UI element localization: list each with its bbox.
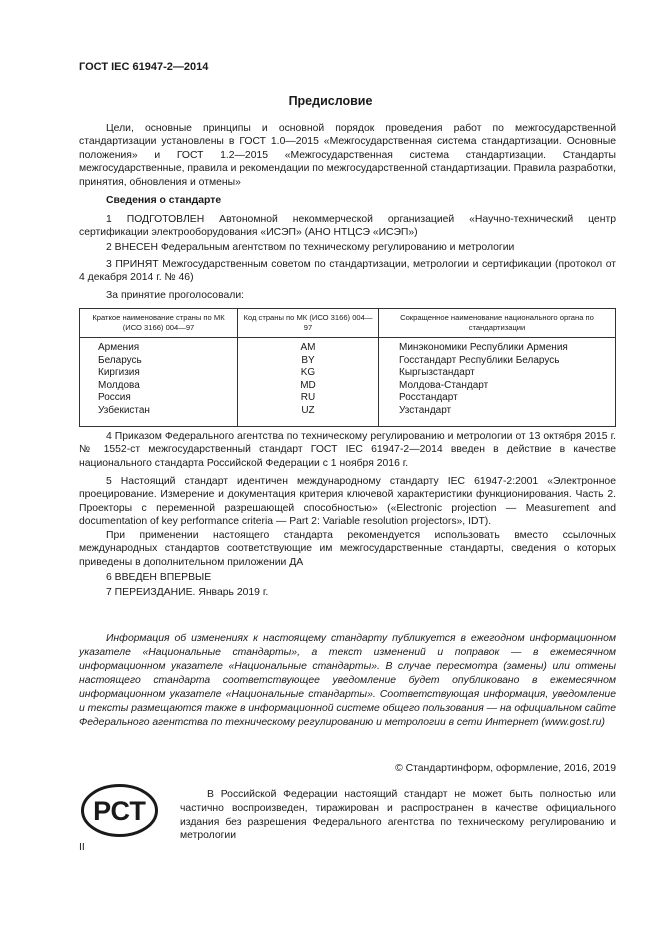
code-cell: RU [238, 392, 379, 405]
rst-certification-mark-icon [80, 783, 159, 838]
table-row [80, 355, 616, 368]
table-row [80, 392, 616, 405]
item-7: 7 ПЕРЕИЗДАНИЕ. Январь 2019 г. [106, 587, 269, 598]
logo-text: РСТ [93, 796, 146, 826]
country-cell: Узбекистан [98, 404, 150, 416]
body-cell: Росстандарт [379, 392, 616, 405]
item-6: 6 ВВЕДЕН ВПЕРВЫЕ [106, 572, 212, 583]
table-row [80, 380, 616, 393]
code-cell: BY [238, 355, 379, 368]
column-header-body: Сокращенное наименование национального органа по стандартизации [379, 309, 616, 338]
body-cell: Узстандарт [379, 405, 616, 427]
table-header-row [80, 309, 616, 338]
reproduction-notice: В Российской Федерации настоящий стандарт не может быть полностью или частично воспроизведен, тиражирован и распространен в качестве официального издания без разрешения Федерального агентства по техническому регулированию и метрологии [180, 789, 616, 842]
intro-paragraph: Цели, основные принципы и основной порядок проведения работ по межгосударственной стандартизации установлены в ГОСТ 1.0—2015 «Межгосударственная система стандартизации. Основные положения» и ГОСТ 1.2—2015 «Межгосударственная система стандартизации. Стандарты межгосударственные, правила и рекомендации по межгосударственной стандартизации. Правила разработки, принятия, обновления и отмены» [79, 123, 616, 188]
item-5-note: При применении настоящего стандарта рекомендуется использовать вместо ссылочных международных стандартов соответствующие им межгосударственные стандарты, сведения о которых приведены в дополнительном приложении ДА [79, 530, 616, 568]
item-3: 3 ПРИНЯТ Межгосударственным советом по стандартизации, метрологии и сертификации (протокол от 4 декабря 2014 г. № 46) [79, 259, 616, 284]
document-code-header: ГОСТ IEC 61947-2—2014 [79, 61, 209, 73]
code-cell: UZ [238, 405, 379, 427]
column-header-country: Краткое наименование страны по МК (ИСО 3166) 004—97 [80, 309, 238, 338]
code-cell: KG [238, 367, 379, 380]
table-row [80, 405, 616, 427]
column-header-code: Код страны по МК (ИСО 3166) 004—97 [238, 309, 379, 338]
item-1: 1 ПОДГОТОВЛЕН Автономной некоммерческой организацией «Научно-технический центр сертификации электрооборудования «ИСЭП» (АНО НТЦСЭ «ИСЭП») [79, 214, 616, 239]
body-cell: Минэкономики Республики Армения [379, 338, 616, 355]
code-cell: AM [238, 338, 379, 355]
country-cell: Россия [98, 392, 131, 403]
item-5: 5 Настоящий стандарт идентичен международному стандарту IEC 61947-2:2001 «Электронное проецирование. Измерение и документация критерия ключевой характеристики функционирования. Часть 2. Проекторы с переменной разрешающей способностью» («Electronic projection — Measurement and documentation of key performance criteria — Part 2: Variable resolution projectors», IDT). [79, 476, 616, 528]
page-title: Предисловие [288, 94, 373, 108]
table-row [80, 367, 616, 380]
country-cell: Армения [98, 342, 140, 353]
item-4: 4 Приказом Федерального агентства по техническому регулированию и метрологии от 13 октября 2015 г. № 1552-ст межгосударственный стандарт ГОСТ IEC 61947-2—2014 введен в действие в качестве национального стандарта Российской Федерации с 1 ноября 2016 г. [79, 431, 616, 469]
country-cell: Молдова [98, 379, 140, 391]
country-cell: Беларусь [98, 354, 142, 366]
changes-info-notice: Информация об изменениях к настоящему стандарту публикуется в ежегодном информационном указателе «Национальные стандарты», а текст изменений и поправок — в ежемесячном информационном указателе «Национальные стандарты». В случае пересмотра (замены) или отмены настоящего стандарта соответствующее уведомление будет опубликовано в ежемесячном информационном указателе «Национальные стандарты». Соответствующая информация, уведомление и тексты размещаются также в информационной системе общего пользования — на официальном сайте Федерального агентства по техническому регулированию и метрологии в сети Интернет (www.gost.ru) [79, 633, 616, 728]
item-2: 2 ВНЕСЕН Федеральным агентством по техническому регулированию и метрологии [106, 242, 515, 253]
copyright-line: © Стандартинформ, оформление, 2016, 2019 [395, 763, 616, 774]
section-heading: Сведения о стандарте [106, 195, 222, 206]
table-row [80, 338, 616, 355]
code-cell: MD [238, 380, 379, 393]
vote-intro: За принятие проголосовали: [106, 290, 245, 301]
page-number: II [79, 842, 85, 853]
body-cell: Кыргызстандарт [379, 367, 616, 380]
body-cell: Госстандарт Республики Беларусь [379, 355, 616, 368]
country-cell: Киргизия [98, 367, 140, 378]
body-cell: Молдова-Стандарт [379, 380, 616, 393]
voting-countries-table [79, 308, 616, 427]
